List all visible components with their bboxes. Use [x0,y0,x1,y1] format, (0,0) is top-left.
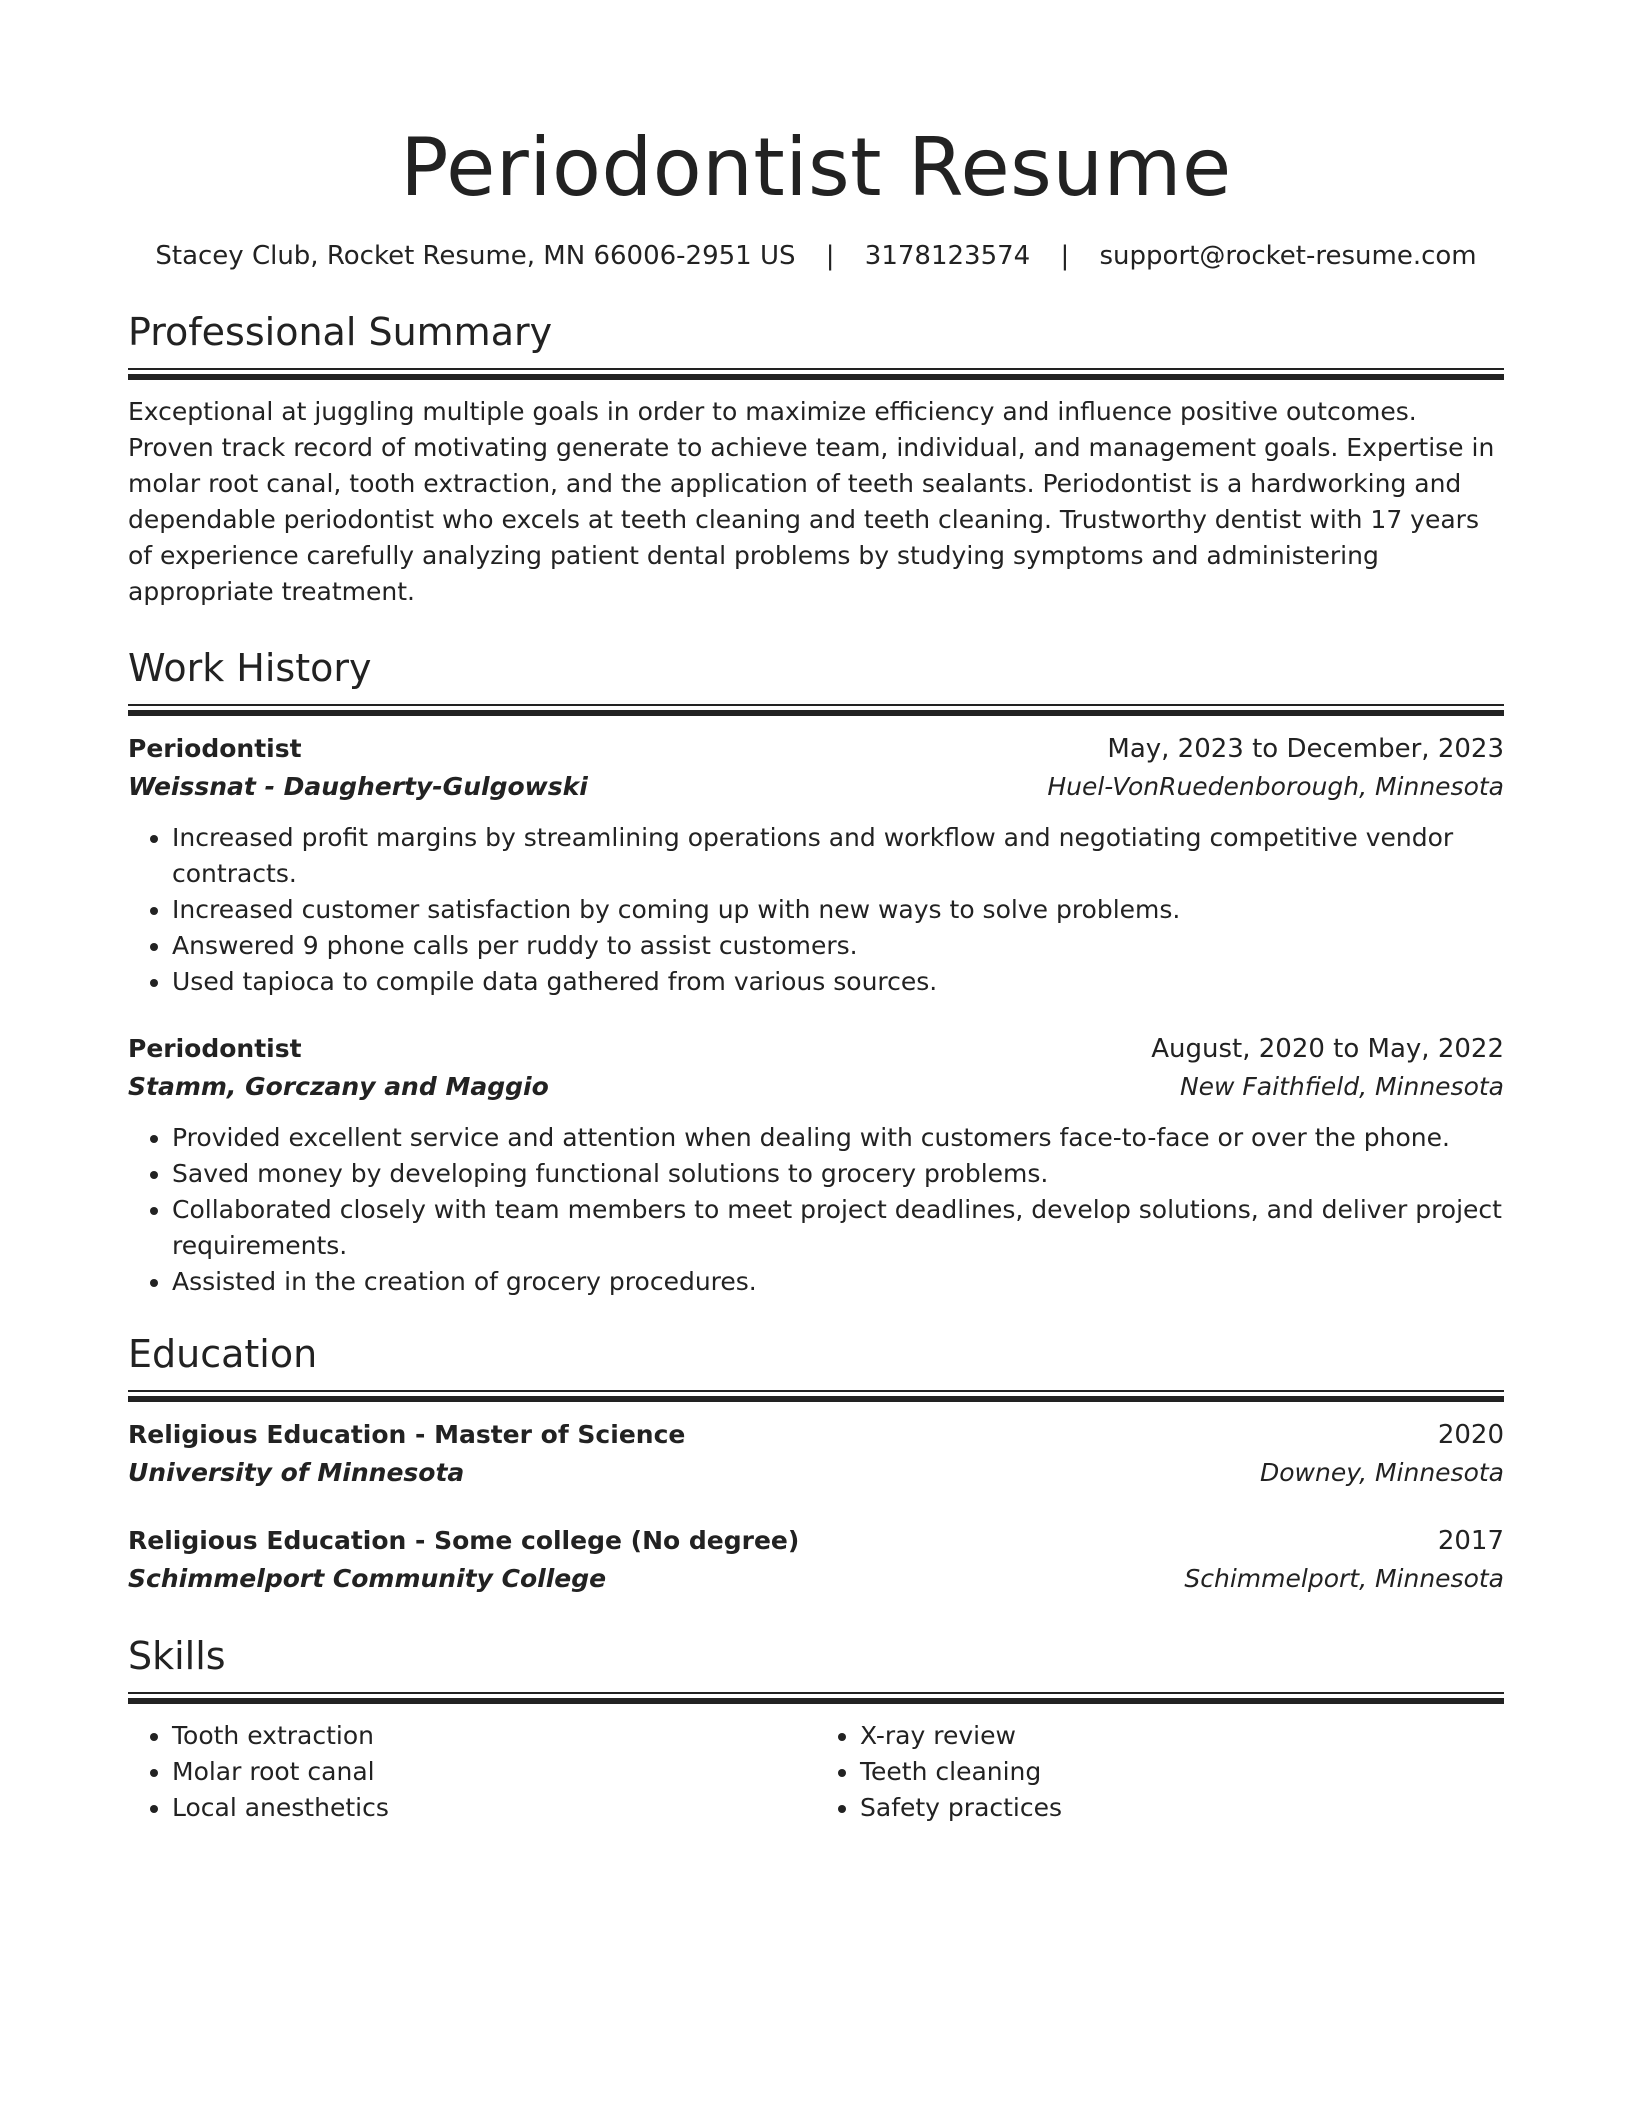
education-year: 2020 [1437,1420,1504,1450]
job-bullet: • Collaborated closely with team members to meet project deadlines, develop solutions, and deliver project requirements. [172,1192,1504,1264]
contact-separator: | [825,241,835,271]
education-entry [128,1416,1504,1492]
skills-column-right [816,1718,1504,1826]
job-bullet: • Provided excellent service and attention when dealing with customers face-to-face or over the phone. [172,1120,1504,1156]
job-bullet: • Used tapioca to compile data gathered from various sources. [172,964,1504,1000]
job-company: Stamm, Gorczany and Maggio [128,1072,549,1101]
job-title: Periodontist [128,1034,302,1063]
skill-item: • X-ray review [860,1718,1504,1754]
skills-section [128,1632,1504,1826]
summary-text: Exceptional at juggling multiple goals in order to maximize efficiency and influence positive outcomes. Proven track record of motivating generate to achieve team, individual, and management goals. Expertise in molar root canal, tooth extraction, and the application of teeth sealants. Periodontist is a hardworking and dependable periodontist who excels at teeth cleaning and teeth cleaning. Trustworthy dentist with 17 years of experience carefully analyzing patient dental problems by studying symptoms and administering appropriate treatment. [128,397,1495,606]
education-year: 2017 [1437,1526,1504,1556]
job-bullet: • Saved money by developing functional solutions to grocery problems. [172,1156,1504,1192]
skill-item: • Tooth extraction [172,1718,816,1754]
education-section [128,1330,1504,1598]
skill-item: • Teeth cleaning [860,1754,1504,1790]
job-bullets [128,1120,1504,1300]
education-location: Schimmelport, Minnesota [1184,1564,1504,1593]
contact-address: Stacey Club, Rocket Resume, MN 66006-2951 US [155,241,796,271]
skills-column-left [128,1718,816,1826]
section-divider [128,704,1504,716]
contact-phone: 3178123574 [864,241,1031,271]
job-bullets [128,820,1504,1000]
summary-section [128,308,1504,610]
education-school: Schimmelport Community College [128,1564,607,1593]
education-school: University of Minnesota [128,1458,465,1487]
job-location: Huel-VonRuedenborough, Minnesota [1047,772,1504,801]
section-title-education: Education [128,1332,318,1376]
education-degree: Religious Education - Master of Science [128,1420,686,1449]
job-dates: May, 2023 to December, 2023 [1107,734,1504,764]
section-title-work-history: Work History [128,646,372,690]
skill-item: • Molar root canal [172,1754,816,1790]
contact-separator: | [1060,241,1070,271]
job-bullet: • Increased profit margins by streamlining operations and workflow and negotiating competitive vendor contracts. [172,820,1504,892]
resume-title: Periodontist Resume [400,121,1232,214]
job-bullet: • Assisted in the creation of grocery procedures. [172,1264,1504,1300]
job-dates: August, 2020 to May, 2022 [1151,1034,1504,1064]
job-location: New Faithfield, Minnesota [1179,1072,1504,1101]
contact-line [128,238,1504,274]
education-entry [128,1522,1504,1598]
contact-email: support@rocket-resume.com [1099,241,1477,271]
job-entry [128,730,1504,1000]
skills-list [128,1718,816,1826]
education-degree: Religious Education - Some college (No degree) [128,1526,800,1555]
job-company: Weissnat - Daugherty-Gulgowski [128,772,588,801]
job-title: Periodontist [128,734,302,763]
section-title-summary: Professional Summary [128,310,553,354]
job-bullet: • Increased customer satisfaction by coming up with new ways to solve problems. [172,892,1504,928]
section-divider [128,1692,1504,1704]
section-divider [128,368,1504,380]
section-title-skills: Skills [128,1634,226,1678]
skills-list [816,1718,1504,1826]
job-bullet: • Answered 9 phone calls per ruddy to assist customers. [172,928,1504,964]
work-history-section [128,644,1504,1300]
section-divider [128,1390,1504,1402]
job-entry [128,1030,1504,1300]
skill-item: • Safety practices [860,1790,1504,1826]
skill-item: • Local anesthetics [172,1790,816,1826]
skills-grid [128,1718,1504,1826]
education-location: Downey, Minnesota [1260,1458,1504,1487]
